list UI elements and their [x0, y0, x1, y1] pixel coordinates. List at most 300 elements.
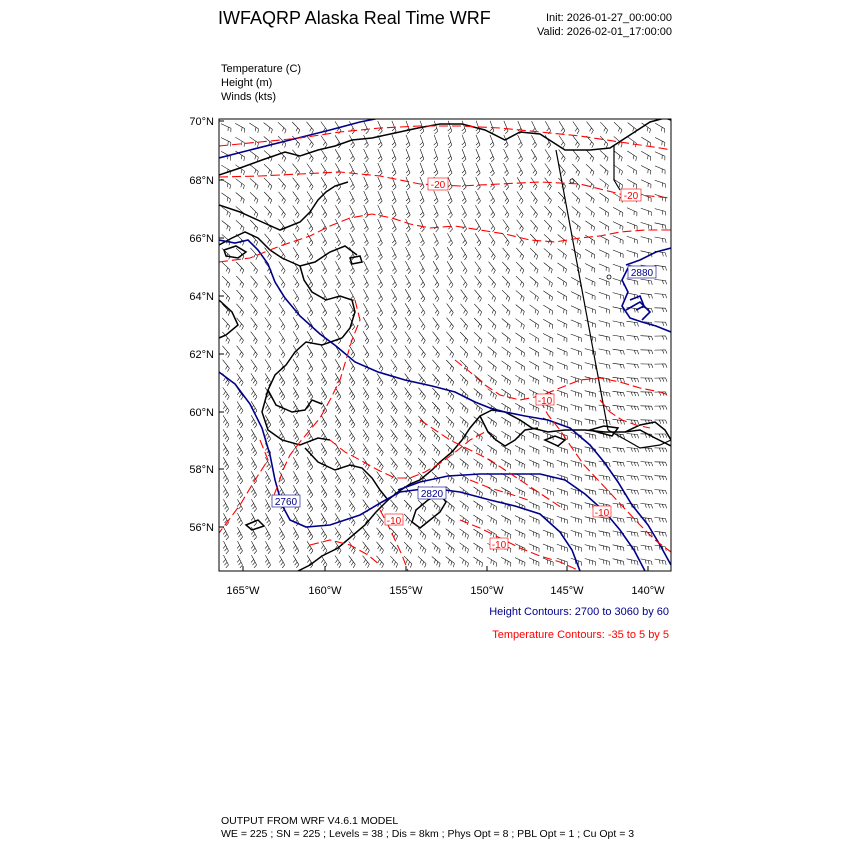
wind-barb [613, 293, 624, 300]
wind-barb [585, 292, 595, 300]
wind-barb [503, 248, 510, 260]
wind-barb [475, 219, 481, 232]
wind-barb [641, 490, 653, 495]
wind-barb [349, 401, 355, 414]
wind-barb [251, 541, 257, 554]
wind-barb [446, 501, 455, 512]
wind-barb [627, 250, 638, 257]
wind-barb [251, 332, 258, 344]
wind-barb [600, 136, 608, 147]
wind-barb [321, 471, 327, 484]
wind-barb [307, 178, 313, 190]
wind-barb [251, 429, 257, 442]
wind-barb [406, 205, 410, 218]
wind-barb [307, 303, 313, 316]
wind-barb [446, 458, 454, 469]
wind-barb [307, 513, 313, 526]
wind-barb [614, 122, 622, 133]
wind-barb [557, 390, 568, 398]
wind-barb [390, 556, 397, 568]
wind-barb [460, 529, 469, 539]
wind-barb [293, 178, 300, 190]
wind-barb [391, 331, 397, 344]
wind-barb [641, 222, 652, 229]
wind-barb [335, 556, 341, 568]
wind-barb [641, 166, 651, 175]
wind-barb [462, 163, 466, 176]
wind-barb [349, 373, 355, 386]
wind-barb [460, 374, 468, 385]
wind-barb [251, 387, 257, 399]
wind-barb [265, 471, 271, 484]
wind-barb [434, 191, 438, 204]
wind-barb [627, 559, 638, 565]
wind-barb [599, 278, 609, 286]
wind-barb [515, 446, 525, 455]
wind-barb [251, 373, 257, 386]
wind-barb [641, 462, 653, 467]
wind-barb [391, 430, 398, 442]
wind-barb [434, 163, 438, 176]
wind-barb [279, 303, 285, 316]
temperature-label: -10 [537, 396, 553, 407]
wind-barb [613, 335, 625, 341]
wind-barb [350, 219, 355, 232]
wind-barb [641, 364, 653, 368]
wind-barb [335, 527, 341, 539]
wind-barb [293, 541, 299, 554]
wind-barb [489, 191, 494, 204]
wind-barb [501, 431, 510, 440]
wind-barb [655, 434, 667, 438]
wind-barb [462, 149, 466, 162]
wind-barb [377, 359, 383, 372]
wind-barb [655, 350, 668, 354]
height-label: 2820 [420, 489, 444, 500]
wind-barb [223, 499, 229, 512]
wind-barb [529, 347, 539, 356]
wind-barb [627, 236, 638, 244]
wind-barb [434, 121, 438, 134]
wind-barb [279, 443, 285, 456]
wind-barb [475, 290, 482, 302]
wind-barb [222, 276, 230, 288]
wind-barb [599, 335, 610, 341]
wind-barb [433, 346, 440, 358]
wind-barb [543, 376, 553, 384]
wind-barb [474, 304, 481, 316]
wind-barb [571, 390, 582, 397]
wind-barb [502, 361, 511, 371]
wind-barb [349, 471, 355, 484]
wind-barb [251, 318, 258, 330]
wind-barb [559, 150, 566, 162]
wind-barb [251, 457, 257, 470]
wind-barb [529, 361, 539, 370]
wind-barb [586, 150, 594, 162]
wind-barb [475, 205, 480, 218]
wind-barb [571, 405, 582, 412]
wind-barb [307, 541, 313, 554]
wind-barb [419, 360, 426, 372]
wind-barb [335, 485, 341, 497]
wind-barb [529, 446, 539, 455]
wind-barb [515, 375, 524, 384]
wind-barb [419, 332, 426, 344]
wind-barb [223, 541, 228, 554]
wind-barb [627, 406, 639, 411]
wind-barb [364, 135, 369, 148]
wind-barb [363, 528, 370, 540]
wind-barb [543, 446, 553, 454]
wind-barb [321, 233, 326, 246]
wind-barb [476, 163, 480, 176]
wind-barb [613, 363, 625, 368]
wind-barb [655, 504, 667, 509]
wind-barb [265, 499, 271, 512]
wind-barb [222, 221, 231, 232]
wind-barb [447, 290, 453, 302]
wind-barb [279, 541, 285, 554]
wind-barb [307, 136, 314, 148]
wind-barb [473, 501, 482, 511]
wind-barb [516, 305, 525, 316]
field-winds: Winds (kts) [221, 91, 276, 103]
wind-barb [641, 406, 653, 410]
wind-barb [599, 221, 609, 230]
wind-barb [307, 247, 313, 260]
wind-barb [376, 556, 383, 568]
wind-barb [627, 222, 637, 230]
wind-barb [377, 331, 383, 344]
wind-barb [377, 373, 383, 386]
wind-barb [475, 262, 481, 274]
wind-barb [462, 191, 467, 204]
wind-barb [655, 322, 667, 326]
wind-barb [279, 387, 285, 400]
wind-barb [490, 163, 495, 176]
lat-tick-label: 66°N [189, 233, 214, 245]
wind-barb [404, 458, 411, 470]
wind-barb [377, 528, 384, 540]
wind-barb [627, 165, 636, 175]
wind-barb [460, 318, 467, 330]
border-canada [556, 145, 671, 448]
wind-barb [279, 276, 285, 288]
wind-barb [377, 317, 383, 330]
wind-barb [488, 290, 495, 302]
wind-barb [655, 209, 666, 216]
wind-barb [502, 304, 510, 315]
wind-barb [223, 443, 229, 456]
wind-barb [251, 513, 257, 526]
wind-barb [655, 448, 667, 452]
wind-barb [223, 388, 229, 400]
wind-barb [237, 415, 243, 428]
wind-barb [641, 448, 653, 452]
wind-barb [475, 233, 481, 246]
wind-barb [641, 237, 652, 244]
lon-tick-label: 155°W [389, 585, 423, 597]
wind-barb [349, 486, 355, 498]
wind-barb [391, 346, 397, 358]
wind-barb [599, 419, 611, 425]
wind-barb [307, 499, 313, 512]
wind-barb [557, 291, 567, 301]
wind-barb [250, 220, 258, 232]
wind-barb [392, 261, 397, 274]
wind-barb [237, 485, 243, 498]
wind-barb [279, 234, 286, 246]
wind-barb [404, 556, 412, 568]
wind-barb [392, 205, 396, 218]
wind-barb [600, 193, 609, 203]
wind-barb [307, 457, 313, 470]
wind-barb [487, 557, 496, 567]
wind-barb [571, 419, 582, 426]
wind-barb [448, 149, 452, 162]
wind-barb [448, 135, 452, 148]
wind-barb [446, 529, 455, 540]
wind-barb [585, 433, 596, 439]
wind-barb [350, 163, 355, 176]
wind-barb [349, 443, 355, 455]
wind-barb [545, 192, 552, 204]
wind-barb [572, 192, 580, 203]
wind-barb [586, 207, 595, 218]
wind-barb [265, 234, 272, 246]
wind-barb [350, 205, 355, 218]
wind-barb [405, 402, 412, 414]
wind-barb [515, 530, 525, 539]
lon-tick-label: 145°W [550, 585, 584, 597]
wind-barb [335, 471, 341, 483]
wind-barb [419, 289, 425, 302]
wind-barb [531, 178, 537, 190]
wind-barb [237, 346, 244, 358]
wind-barb [363, 415, 369, 428]
wind-barb [392, 191, 396, 204]
wind-barb [502, 290, 510, 301]
wind-barb [600, 179, 609, 189]
wind-barb [529, 418, 539, 427]
wind-barb [446, 430, 454, 441]
wind-barb [307, 219, 313, 232]
wind-barb [490, 149, 494, 162]
wind-barb [391, 317, 397, 330]
wind-barb [405, 317, 411, 330]
wind-barb [572, 221, 581, 232]
wind-barb [307, 485, 313, 498]
wind-barb [503, 205, 509, 218]
wind-barb [378, 233, 383, 246]
wind-barb [544, 234, 552, 245]
wind-barb [433, 275, 439, 288]
wind-barb [530, 248, 538, 259]
wind-barb [363, 345, 369, 358]
wind-barb [293, 471, 299, 484]
wind-barb [279, 555, 285, 568]
wind-barb [349, 345, 355, 358]
wind-barb [557, 516, 568, 523]
wind-barb [476, 191, 481, 204]
wind-barb [236, 193, 245, 204]
wind-barb [446, 487, 454, 498]
wind-barb [223, 429, 229, 441]
wind-barb [377, 458, 384, 470]
wind-barb [448, 191, 452, 204]
wind-barb [531, 206, 538, 218]
wind-barb [517, 149, 522, 162]
wind-barb [420, 177, 424, 190]
wind-barb [279, 345, 285, 358]
wind-barb [279, 331, 285, 344]
wind-barb [433, 304, 439, 316]
wind-barb [600, 150, 608, 161]
field-height: Height (m) [221, 77, 273, 89]
wind-barb [335, 387, 341, 400]
wind-barb [363, 387, 369, 399]
wind-barb [627, 489, 639, 494]
wind-barb [349, 415, 355, 428]
wind-barb [237, 443, 243, 456]
wind-barb [488, 361, 497, 372]
field-temperature: Temperature (C) [221, 63, 302, 75]
wind-barb [432, 388, 439, 400]
wind-barb [293, 387, 299, 400]
wind-barb [641, 350, 653, 354]
lat-tick-label: 70°N [189, 116, 214, 128]
lat-tick-label: 56°N [189, 522, 214, 534]
wind-barb [599, 489, 611, 495]
wind-barb [600, 165, 608, 176]
temperature-label: -20 [430, 180, 446, 191]
wind-barb [335, 177, 340, 190]
wind-barb [531, 149, 537, 162]
wind-barb [321, 163, 327, 175]
wind-barb [406, 163, 410, 176]
wind-barb [265, 332, 271, 344]
wind-barb [391, 388, 397, 400]
wind-barb [377, 275, 382, 288]
wind-barb [307, 359, 313, 372]
temperature-label: -10 [491, 540, 507, 551]
wind-barb [462, 135, 466, 148]
wind-barb [364, 247, 369, 260]
wind-barb [517, 206, 523, 218]
wind-barb [335, 191, 340, 204]
wind-barb [279, 262, 285, 274]
wind-barb [489, 262, 496, 274]
wind-barb [627, 448, 639, 453]
lat-tick-label: 60°N [189, 407, 214, 419]
wind-barb [502, 347, 511, 357]
wind-barb [585, 391, 596, 398]
wind-barb [406, 149, 410, 162]
wind-barb [321, 415, 327, 428]
init-time: Init: 2026-01-27_00:00:00 [546, 12, 672, 24]
wind-barb [251, 499, 257, 512]
wind-barb [378, 163, 382, 176]
wind-barb [462, 177, 466, 190]
wind-barb [335, 149, 341, 162]
wind-barb [349, 429, 355, 441]
wind-barb [249, 123, 258, 133]
wind-barb [363, 429, 369, 442]
wind-barb [462, 205, 467, 218]
wind-barb [321, 177, 327, 190]
contour-labels [272, 178, 656, 551]
wind-barb [418, 528, 426, 539]
wind-barb [516, 262, 524, 274]
wind-barb [529, 333, 538, 342]
wind-barb [321, 527, 327, 539]
wind-barb [321, 136, 327, 148]
wind-barb [406, 177, 410, 190]
wind-barb [600, 122, 607, 134]
wind-barb [475, 276, 482, 288]
wind-barb [278, 178, 285, 190]
wind-barb [460, 402, 468, 413]
wind-barb [363, 444, 369, 456]
wind-barb [599, 250, 609, 259]
wind-barb [529, 319, 538, 329]
wind-barb [641, 208, 652, 216]
wind-barb [557, 446, 568, 453]
wind-barb [307, 471, 313, 484]
wind-barb [293, 247, 299, 260]
wind-barb [250, 165, 259, 176]
wind-barb [390, 500, 397, 512]
model-settings: WE = 225 ; SN = 225 ; Levels = 38 ; Dis = 8km ; Phys Opt = 8 ; PBL Opt = 1 ; Cu Opt = 3 [221, 828, 635, 840]
wind-barb [446, 543, 455, 554]
wind-barb [251, 485, 257, 498]
wind-barb [530, 262, 538, 273]
wind-barb [250, 137, 259, 147]
wind-barb [627, 378, 639, 383]
wind-barb [502, 276, 510, 288]
wind-barb [293, 220, 299, 232]
wind-barb [364, 261, 369, 274]
wind-barb [517, 220, 524, 232]
wind-barb [391, 360, 397, 372]
wind-barb [265, 527, 271, 540]
wind-barb [363, 289, 368, 302]
wind-barb [364, 149, 369, 162]
wind-barb [265, 346, 271, 358]
wind-barb [236, 220, 244, 231]
wind-barb [655, 237, 667, 243]
wind-barb [350, 233, 355, 246]
wind-barb [447, 318, 454, 330]
wind-barb [613, 236, 623, 244]
wind-barb [237, 429, 243, 442]
wind-barb [474, 318, 482, 330]
wind-barb [544, 248, 552, 259]
wind-barb [586, 193, 595, 204]
wind-barb [391, 444, 398, 456]
wind-barb [504, 121, 508, 134]
wind-barb [448, 205, 453, 218]
wind-barb [515, 361, 524, 371]
wind-barb [235, 123, 245, 132]
wind-barb [529, 376, 539, 385]
wind-barb [545, 121, 550, 134]
wind-barb [571, 320, 581, 328]
wind-barb [321, 555, 327, 567]
wind-barb [460, 501, 469, 511]
wind-barb [223, 485, 229, 498]
